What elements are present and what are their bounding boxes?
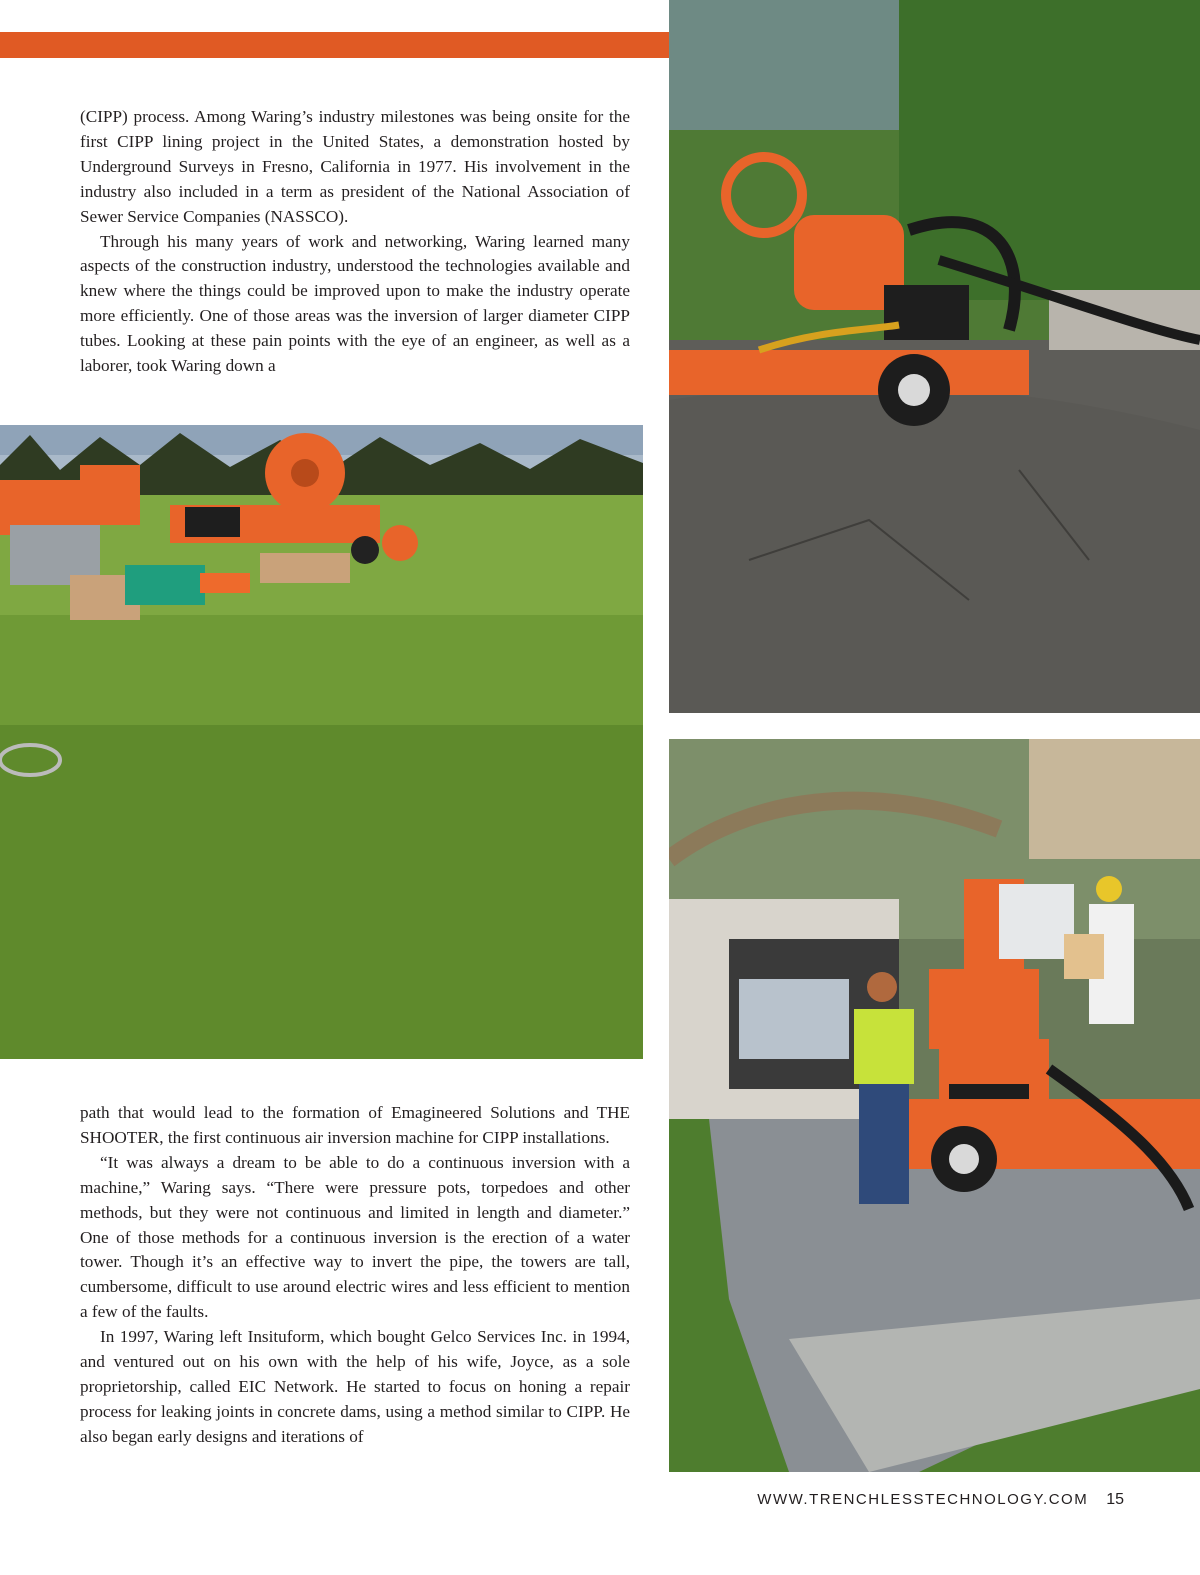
page-footer (757, 1491, 1124, 1509)
article-column-bottom (80, 1101, 630, 1450)
article-column-top (80, 105, 630, 379)
website-url: WWW.TRENCHLESSTECHNOLOGY.COM (757, 1491, 1089, 1508)
header-accent-bar (0, 32, 671, 58)
photo-trailer-on-street (669, 0, 1200, 713)
paragraph: path that would lead to the formation of Emagineered Solutions and THE SHOOTER, the first continuous air inversion machine for CIPP installations. (80, 1103, 630, 1147)
paragraph: “It was always a dream to be able to do a continuous inversion with a machine,” Waring says. “There were pressure pots, torpedoes and other methods, but they were not continuous and limited in length and diameter.” One of those methods for a continuous inversion is the erection of a water tower. Though it’s an effective way to invert the pipe, the towers are tall, cumbersome, difficult to use around electric wires and less efficient to mention a few of the faults. (80, 1152, 630, 1322)
paragraph: Through his many years of work and networking, Waring learned many aspects of the construction industry, understood the technologies available and knew where the things could be improved upon to make the industry operate more efficiently. One of those areas was the inversion of larger diameter CIPP tubes. Looking at these pain points with the eye of an engineer, as well as a laborer, took Waring down a (80, 231, 630, 376)
paragraph: In 1997, Waring left Insituform, which bought Gelco Services Inc. in 1994, and ventured out on his own with the help of his wife, Joyce, as a sole proprietorship, called EIC Network. He started to focus on honing a repair process for leaking joints in concrete dams, using a method similar to CIPP. He also began early designs and iterations of (80, 1327, 630, 1446)
page-number: 15 (1106, 1491, 1124, 1508)
photo-crew-with-inversion-machine (669, 739, 1200, 1472)
paragraph: (CIPP) process. Among Waring’s industry milestones was being onsite for the first CIPP lining project in the United States, a demonstration hosted by Underground Surveys in Fresno, California in 1977. His involvement in the industry also included in a term as president of the National Association of Sewer Service Companies (NASSCO). (80, 107, 630, 226)
photo-equipment-on-field (0, 425, 643, 1059)
